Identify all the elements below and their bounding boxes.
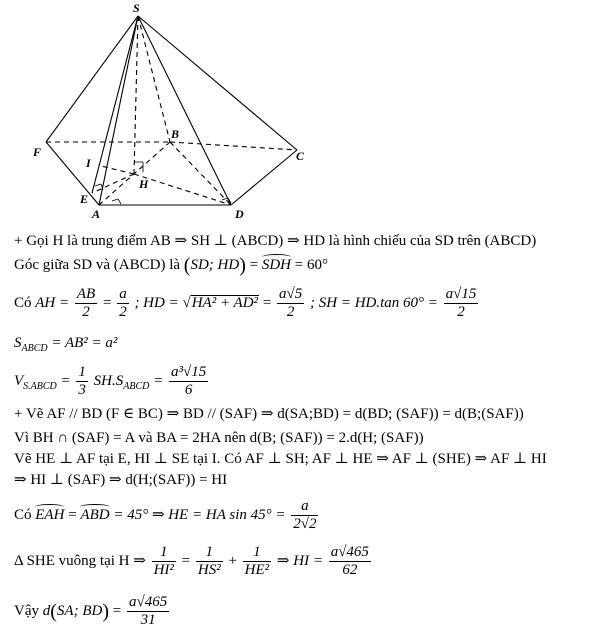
line-9: ⇒ HI ⊥ (SAF) ⇒ d(H;(SAF)) = HI (14, 472, 228, 488)
line-3-ah: AH = (35, 294, 70, 311)
line-4: $S_{ABCD} = AB^2 = a^2$ (14, 335, 118, 354)
right-angle-D-a (222, 198, 228, 200)
line-3: Có AH = $\frac{AB}{2}$ = $\frac{a}{2}$ ; HD = √HA² + AD² = $\frac{a√5}{2}$ ; SH = HD.tan 60° = $\frac{a√15}{2}$ (14, 286, 477, 320)
line-10: Có EAH = ABD = 45° ⇒ HE = HA sin 45° = $\frac{a}{2√2}$ (14, 498, 317, 532)
frac-1-hi2: $\frac{1}{\text{HI²}}$ (153, 544, 174, 578)
edge-SA (99, 16, 138, 205)
line-11: Δ SHE vuông tại H ⇒ $\frac{1}{\text{HI²}}$ = $\frac{1}{\text{HS²}}$ + $\frac{1}{\text{HE²}}$ ⇒ HI = $\frac{a√465}{62}$ (14, 544, 369, 578)
line-2-angle: SDH (261, 257, 292, 273)
line-2-pair: SD; HD (190, 257, 240, 273)
line-2-text: Góc giữa SD và (ABCD) là (14, 257, 181, 273)
frac-a-sqrt5: $\frac{a√5}{2}$ (279, 286, 303, 320)
label-S: S (133, 1, 140, 15)
frac-final-result: $\frac{a√465}{31}$ (128, 594, 168, 628)
line-5: $V_{S.ABCD}$ = $\frac{1}{3}$ $SH.S_{ABCD}$ = $\frac{\text{a³√15}}{6}$ (14, 364, 207, 398)
label-F: F (33, 145, 42, 159)
frac-1-3: $\frac{1}{3}$ (78, 364, 86, 398)
frac-hi-result: $\frac{a√465}{62}$ (330, 544, 369, 578)
frac-a-2sqrt2: $\frac{a}{2√2}$ (293, 498, 317, 532)
frac-a-sqrt15: $\frac{a√15}{2}$ (445, 286, 477, 320)
frac-ab-2: $\frac{AB}{2}$ (76, 286, 96, 320)
sqrt-ha-ad: HA² + AD² (191, 294, 259, 311)
edge-BD (170, 142, 231, 205)
line-2: Góc giữa SD và (ABCD) là (SD; HD) = SDH = 60° (14, 254, 328, 277)
edge-FA (46, 142, 99, 205)
edge-HE (92, 174, 134, 193)
edge-BC (170, 142, 297, 150)
line-8: Vẽ HE ⊥ AF tại E, HI ⊥ SE tại I. Có AF ⊥ SH; AF ⊥ HE ⇒ AF ⊥ (SHE) ⇒ AF ⊥ HI (14, 451, 547, 467)
label-A: A (92, 207, 101, 221)
edge-SF (46, 16, 138, 142)
edge-SD (138, 16, 231, 205)
right-angle-A-b (118, 199, 121, 204)
edge-DC (231, 150, 297, 205)
right-angle-E-a (95, 184, 101, 186)
frac-1-he2: $\frac{1}{\text{HE²}}$ (244, 544, 270, 578)
label-I: I (86, 156, 91, 170)
line-12: Vậy d(SA; BD) = $\frac{a√465}{31}$ (14, 594, 168, 628)
line-2-value: = 60° (294, 257, 328, 273)
pyramid-figure (0, 0, 610, 232)
line-3-eq: = (102, 294, 112, 311)
line-7: Vì BH ∩ (SAF) = A và BA = 2HA nên d(B; (SAF)) = 2.d(H; (SAF)) (14, 430, 424, 446)
line-3-co: Có (14, 294, 32, 311)
label-C: C (296, 149, 305, 163)
edge-SH (134, 16, 138, 174)
line-3-hd: ; HD = (134, 294, 179, 311)
line-6: + Vẽ AF // BD (F ∈ BC) ⇒ BD // (SAF) ⇒ d(SA;BD) = d(BD; (SAF)) = d(B;(SAF)) (14, 406, 524, 422)
line-3-eq2: = (262, 294, 272, 311)
frac-a-2: $\frac{a}{2}$ (119, 286, 127, 320)
label-D: D (235, 207, 244, 221)
frac-volume: $\frac{\text{a³√15}}{6}$ (170, 364, 207, 398)
right-angle-A-a (112, 199, 118, 201)
edge-SC (138, 16, 297, 150)
edge-SE (92, 16, 138, 193)
frac-1-hs2: $\frac{1}{\text{HS²}}$ (197, 544, 221, 578)
line-1: + Gọi H là trung điểm AB ⇒ SH ⊥ (ABCD) ⇒ HD là hình chiếu của SD trên (ABCD) (14, 233, 537, 249)
line-3-sh: ; SH = HD.tan 60° = (310, 294, 438, 311)
edge-SB (138, 16, 170, 142)
label-B: B (171, 127, 180, 141)
label-H: H (139, 177, 149, 191)
label-E: E (80, 192, 89, 206)
